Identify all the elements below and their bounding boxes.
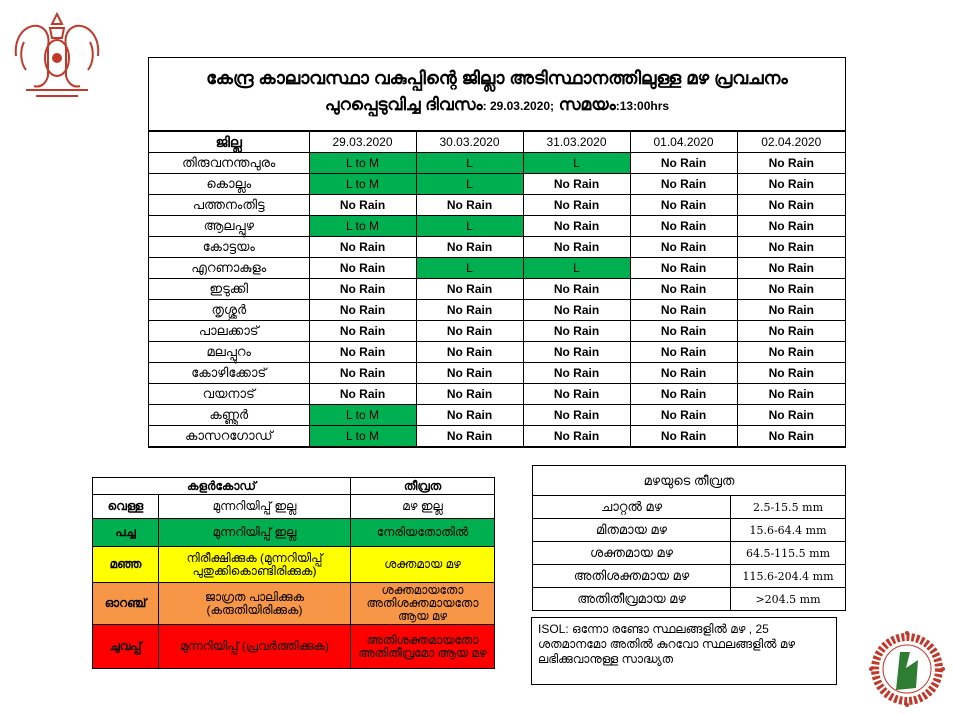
date-header: 29.03.2020 bbox=[309, 132, 416, 153]
district-name: വയനാട് bbox=[149, 384, 309, 405]
forecast-cell: No Rain bbox=[523, 342, 630, 363]
color-code-header: കളർകോഡ് bbox=[93, 478, 351, 495]
forecast-cell: L to M bbox=[309, 405, 416, 426]
forecast-row bbox=[149, 258, 845, 279]
forecast-cell: No Rain bbox=[630, 216, 737, 237]
forecast-cell: No Rain bbox=[737, 321, 845, 342]
forecast-cell: No Rain bbox=[737, 426, 845, 447]
forecast-cell: No Rain bbox=[523, 426, 630, 447]
color-code-body bbox=[93, 478, 495, 669]
forecast-table bbox=[149, 131, 845, 447]
color-code-intensity: മഴ ഇല്ല bbox=[351, 495, 495, 519]
color-code-warning: മുന്നറിയിപ്പ് ഇല്ല bbox=[159, 519, 351, 547]
forecast-cell: No Rain bbox=[737, 237, 845, 258]
forecast-cell: No Rain bbox=[309, 321, 416, 342]
forecast-cell: L bbox=[416, 174, 523, 195]
forecast-cell: No Rain bbox=[737, 384, 845, 405]
forecast-cell: No Rain bbox=[523, 279, 630, 300]
forecast-cell: No Rain bbox=[309, 237, 416, 258]
forecast-cell: No Rain bbox=[630, 174, 737, 195]
forecast-cell: L bbox=[523, 258, 630, 279]
forecast-cell: No Rain bbox=[630, 279, 737, 300]
forecast-cell: No Rain bbox=[630, 342, 737, 363]
forecast-cell: No Rain bbox=[309, 279, 416, 300]
rain-intensity-row bbox=[533, 496, 846, 519]
rain-intensity-row bbox=[533, 519, 846, 542]
rain-intensity-label: മിതമായ മഴ bbox=[533, 519, 731, 542]
rain-intensity-range: 15.6-64.4 mm bbox=[731, 519, 846, 542]
forecast-row bbox=[149, 405, 845, 426]
color-code-row bbox=[93, 495, 495, 519]
forecast-cell: No Rain bbox=[630, 321, 737, 342]
district-name: കണ്ണൂർ bbox=[149, 405, 309, 426]
forecast-cell: No Rain bbox=[416, 384, 523, 405]
color-code-name: ഓറഞ്ച് bbox=[93, 583, 159, 625]
forecast-cell: No Rain bbox=[737, 279, 845, 300]
color-code-name: പച്ച bbox=[93, 519, 159, 547]
district-name: തൃശ്ശൂർ bbox=[149, 300, 309, 321]
forecast-cell: No Rain bbox=[737, 174, 845, 195]
forecast-table-body bbox=[149, 132, 845, 447]
color-code-warning: ജാഗ്രത പാലിക്കുക (കരുതിയിരിക്കുക) bbox=[159, 583, 351, 625]
forecast-cell: No Rain bbox=[523, 321, 630, 342]
district-name: പാലക്കാട് bbox=[149, 321, 309, 342]
color-code-intensity: ശക്തമായ മഴ bbox=[351, 547, 495, 583]
forecast-cell: No Rain bbox=[737, 153, 845, 174]
forecast-cell: No Rain bbox=[523, 237, 630, 258]
rain-intensity-title-row bbox=[533, 466, 846, 496]
forecast-cell: No Rain bbox=[309, 195, 416, 216]
forecast-cell: No Rain bbox=[309, 384, 416, 405]
color-code-header-row bbox=[93, 478, 495, 495]
forecast-panel bbox=[148, 57, 846, 448]
forecast-cell: No Rain bbox=[523, 300, 630, 321]
rain-intensity-label: ശക്തമായ മഴ bbox=[533, 542, 731, 565]
published-label: പുറപ്പെടുവിച്ച ദിവസം bbox=[324, 95, 483, 114]
title-line-2 bbox=[149, 89, 845, 115]
color-code-name: വെള്ള bbox=[93, 495, 159, 519]
title-line-1: കേന്ദ്ര കാലാവസ്ഥാ വകുപ്പിന്റെ ജില്ലാ അടിസ്ഥാനത്തിലുള്ള മഴ പ്രവചനം bbox=[206, 68, 788, 88]
forecast-cell: No Rain bbox=[630, 300, 737, 321]
published-date: : 29.03.2020; bbox=[482, 99, 555, 113]
date-header: 31.03.2020 bbox=[523, 132, 630, 153]
forecast-cell: No Rain bbox=[416, 405, 523, 426]
forecast-row bbox=[149, 363, 845, 384]
forecast-cell: No Rain bbox=[523, 174, 630, 195]
district-name: ഇടുക്കി bbox=[149, 279, 309, 300]
district-name: മലപ്പുറം bbox=[149, 342, 309, 363]
forecast-row bbox=[149, 195, 845, 216]
forecast-cell: L bbox=[416, 153, 523, 174]
forecast-row bbox=[149, 153, 845, 174]
forecast-cell: L to M bbox=[309, 174, 416, 195]
district-name: തിരുവനന്തപുരം bbox=[149, 153, 309, 174]
forecast-cell: No Rain bbox=[416, 237, 523, 258]
forecast-cell: No Rain bbox=[630, 363, 737, 384]
forecast-cell: No Rain bbox=[737, 363, 845, 384]
color-code-table bbox=[92, 477, 495, 669]
forecast-cell: L to M bbox=[309, 216, 416, 237]
rain-intensity-range: 2.5-15.5 mm bbox=[731, 496, 846, 519]
forecast-cell: No Rain bbox=[416, 426, 523, 447]
forecast-cell: L bbox=[416, 258, 523, 279]
color-code-warning: നിരീക്ഷിക്കുക (മുന്നറിയിപ്പ് പുതുക്കികൊണ്ടിരിക്കുക) bbox=[159, 547, 351, 583]
forecast-cell: No Rain bbox=[630, 426, 737, 447]
rain-intensity-label: അതിതീവ്രമായ മഴ bbox=[533, 588, 731, 611]
date-header: 30.03.2020 bbox=[416, 132, 523, 153]
district-name: എറണാകുളം bbox=[149, 258, 309, 279]
color-code-intensity: നേരിയതോതിൽ bbox=[351, 519, 495, 547]
forecast-cell: No Rain bbox=[523, 384, 630, 405]
forecast-cell: No Rain bbox=[630, 237, 737, 258]
rain-intensity-range: >204.5 mm bbox=[731, 588, 846, 611]
forecast-cell: No Rain bbox=[416, 342, 523, 363]
forecast-cell: No Rain bbox=[630, 258, 737, 279]
rain-intensity-label: അതിശക്തമായ മഴ bbox=[533, 565, 731, 588]
color-code-row bbox=[93, 583, 495, 625]
forecast-cell: No Rain bbox=[416, 363, 523, 384]
district-name: പത്തനംതിട്ട bbox=[149, 195, 309, 216]
forecast-cell: No Rain bbox=[523, 195, 630, 216]
rain-intensity-range: 115.6-204.4 mm bbox=[731, 565, 846, 588]
color-code-warning: മുന്നറിയിപ്പ് (പ്രവർത്തിക്കുക) bbox=[159, 625, 351, 669]
district-name: കാസറഗോഡ് bbox=[149, 426, 309, 447]
date-header: 01.04.2020 bbox=[630, 132, 737, 153]
forecast-row bbox=[149, 237, 845, 258]
forecast-title bbox=[149, 58, 845, 131]
rain-intensity-row bbox=[533, 588, 846, 611]
forecast-cell: No Rain bbox=[737, 195, 845, 216]
forecast-cell: No Rain bbox=[416, 195, 523, 216]
rain-intensity-range: 64.5-115.5 mm bbox=[731, 542, 846, 565]
rain-intensity-table bbox=[532, 465, 846, 611]
forecast-row bbox=[149, 279, 845, 300]
intensity-header: തീവ്രത bbox=[351, 478, 495, 495]
rain-intensity-row bbox=[533, 542, 846, 565]
forecast-cell: No Rain bbox=[737, 405, 845, 426]
forecast-row bbox=[149, 300, 845, 321]
forecast-cell: L to M bbox=[309, 153, 416, 174]
color-code-intensity: അതിശക്തമായതോ അതിതീവ്രമോ ആയ മഴ bbox=[351, 625, 495, 669]
forecast-cell: No Rain bbox=[416, 321, 523, 342]
color-code-row bbox=[93, 625, 495, 669]
color-code-name: ചുവപ്പ് bbox=[93, 625, 159, 669]
rain-intensity-body bbox=[533, 466, 846, 611]
forecast-cell: No Rain bbox=[737, 258, 845, 279]
forecast-cell: L bbox=[523, 153, 630, 174]
district-name: കോഴിക്കോട് bbox=[149, 363, 309, 384]
forecast-row bbox=[149, 174, 845, 195]
color-code-row bbox=[93, 547, 495, 583]
forecast-cell: No Rain bbox=[630, 153, 737, 174]
forecast-cell: No Rain bbox=[523, 216, 630, 237]
forecast-cell: L to M bbox=[309, 426, 416, 447]
forecast-cell: No Rain bbox=[737, 216, 845, 237]
rain-intensity-label: ചാറ്റൽ മഴ bbox=[533, 496, 731, 519]
district-name: കൊല്ലം bbox=[149, 174, 309, 195]
color-code-row bbox=[93, 519, 495, 547]
isol-note: ISOL: ഒന്നോ രണ്ടോ സ്ഥലങ്ങളിൽ മഴ , 25 ശതമാനമോ അതിൽ കുറവോ സ്ഥലങ്ങളിൽ മഴ ലഭിക്കുവാനുള്ള സാദ്ധ്യത bbox=[531, 617, 837, 685]
forecast-row bbox=[149, 342, 845, 363]
forecast-cell: No Rain bbox=[630, 195, 737, 216]
district-name: കോട്ടയം bbox=[149, 237, 309, 258]
rain-intensity-title: മഴയുടെ തീവ്രത bbox=[533, 466, 846, 496]
disaster-management-logo-icon bbox=[866, 628, 948, 710]
forecast-cell: No Rain bbox=[309, 363, 416, 384]
forecast-cell: No Rain bbox=[309, 342, 416, 363]
forecast-cell: No Rain bbox=[416, 300, 523, 321]
forecast-cell: No Rain bbox=[523, 405, 630, 426]
forecast-header-row bbox=[149, 132, 845, 153]
district-name: ആലപ്പുഴ bbox=[149, 216, 309, 237]
time-unit: hrs bbox=[650, 99, 670, 113]
forecast-cell: No Rain bbox=[630, 405, 737, 426]
date-header: 02.04.2020 bbox=[737, 132, 845, 153]
color-code-intensity: ശക്തമായതോ അതിശക്തമായതോ ആയ മഴ bbox=[351, 583, 495, 625]
forecast-cell: No Rain bbox=[416, 279, 523, 300]
forecast-cell: No Rain bbox=[737, 342, 845, 363]
forecast-cell: No Rain bbox=[309, 300, 416, 321]
forecast-row bbox=[149, 384, 845, 405]
rain-intensity-row bbox=[533, 565, 846, 588]
forecast-cell: No Rain bbox=[523, 363, 630, 384]
time-label: സമയം bbox=[558, 95, 616, 114]
color-code-warning: മുന്നറിയിപ്പ് ഇല്ല bbox=[159, 495, 351, 519]
forecast-cell: No Rain bbox=[630, 384, 737, 405]
forecast-cell: No Rain bbox=[309, 258, 416, 279]
forecast-cell: L bbox=[416, 216, 523, 237]
time-value: :13:00 bbox=[615, 99, 651, 113]
color-code-name: മഞ്ഞ bbox=[93, 547, 159, 583]
forecast-row bbox=[149, 216, 845, 237]
forecast-row bbox=[149, 426, 845, 447]
forecast-row bbox=[149, 321, 845, 342]
kerala-emblem-icon bbox=[6, 6, 108, 102]
forecast-cell: No Rain bbox=[737, 300, 845, 321]
district-header: ജില്ല bbox=[149, 132, 309, 153]
